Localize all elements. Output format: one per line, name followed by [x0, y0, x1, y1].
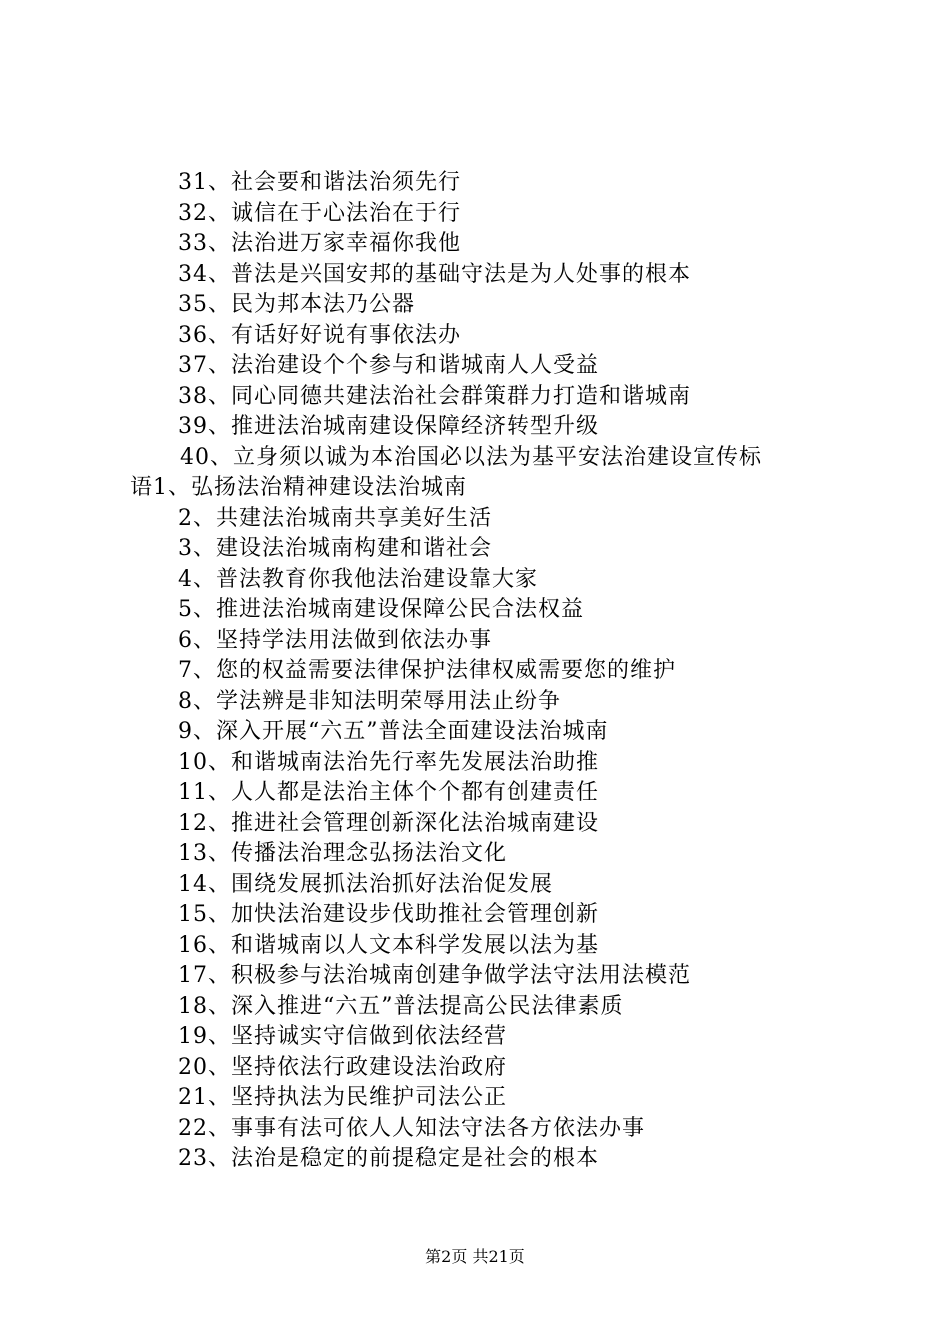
list-item: 17、积极参与法治城南创建争做学法守法用法模范 — [178, 963, 691, 988]
list-item: 14、围绕发展抓法治抓好法治促发展 — [178, 871, 553, 897]
list-item: 32、诚信在于心法治在于行 — [178, 200, 461, 226]
list-item: 11、人人都是法治主体个个都有创建责任 — [178, 780, 599, 805]
list-item: 10、和谐城南法治先行率先发展法治助推 — [178, 749, 599, 775]
list-item: 9、深入开展“六五”普法全面建设法治城南 — [178, 719, 609, 744]
list-item: 16、和谐城南以人文本科学发展以法为基 — [178, 932, 599, 958]
list-item: 8、学法辨是非知法明荣辱用法止纷争 — [178, 688, 561, 714]
list-item: 38、同心同德共建法治社会群策群力打造和谐城南 — [178, 383, 691, 409]
list-item: 39、推进法治城南建设保障经济转型升级 — [178, 414, 599, 439]
list-item: 22、事事有法可依人人知法守法各方依法办事 — [178, 1115, 645, 1141]
list-item: 36、有话好好说有事依法办 — [178, 322, 461, 348]
page-number-footer: 第2页 共21页 — [425, 1247, 525, 1266]
list-item: 12、推进社会管理创新深化法治城南建设 — [178, 810, 599, 836]
list-item: 18、深入推进“六五”普法提高公民法律素质 — [178, 993, 624, 1019]
list-item: 4、普法教育你我他法治建设靠大家 — [178, 566, 538, 592]
list-item-wrap: 语1、弘扬法治精神建设法治城南 — [130, 475, 467, 500]
list-item: 20、坚持依法行政建设法治政府 — [178, 1054, 507, 1080]
list-item: 35、民为邦本法乃公器 — [178, 292, 415, 317]
list-item: 31、社会要和谐法治须先行 — [178, 170, 461, 195]
list-item: 21、坚持执法为民维护司法公正 — [178, 1085, 507, 1110]
list-item: 19、坚持诚实守信做到依法经营 — [178, 1024, 507, 1049]
list-item: 40、立身须以诚为本治国必以法为基平安法治建设宣传标 — [180, 444, 762, 470]
slogan-list — [0, 168, 950, 1175]
list-item: 2、共建法治城南共享美好生活 — [178, 505, 492, 531]
list-item: 7、您的权益需要法律保护法律权威需要您的维护 — [178, 658, 676, 683]
list-item: 6、坚持学法用法做到依法办事 — [178, 627, 492, 653]
list-item: 33、法治进万家幸福你我他 — [178, 231, 461, 256]
list-item: 23、法治是稳定的前提稳定是社会的根本 — [178, 1146, 599, 1171]
list-item: 5、推进法治城南建设保障公民合法权益 — [178, 597, 584, 622]
list-item: 34、普法是兴国安邦的基础守法是为人处事的根本 — [178, 261, 691, 287]
list-item: 37、法治建设个个参与和谐城南人人受益 — [178, 353, 599, 378]
list-item: 3、建设法治城南构建和谐社会 — [178, 536, 492, 561]
list-item: 13、传播法治理念弘扬法治文化 — [178, 841, 507, 866]
list-item: 15、加快法治建设步伐助推社会管理创新 — [178, 902, 599, 927]
